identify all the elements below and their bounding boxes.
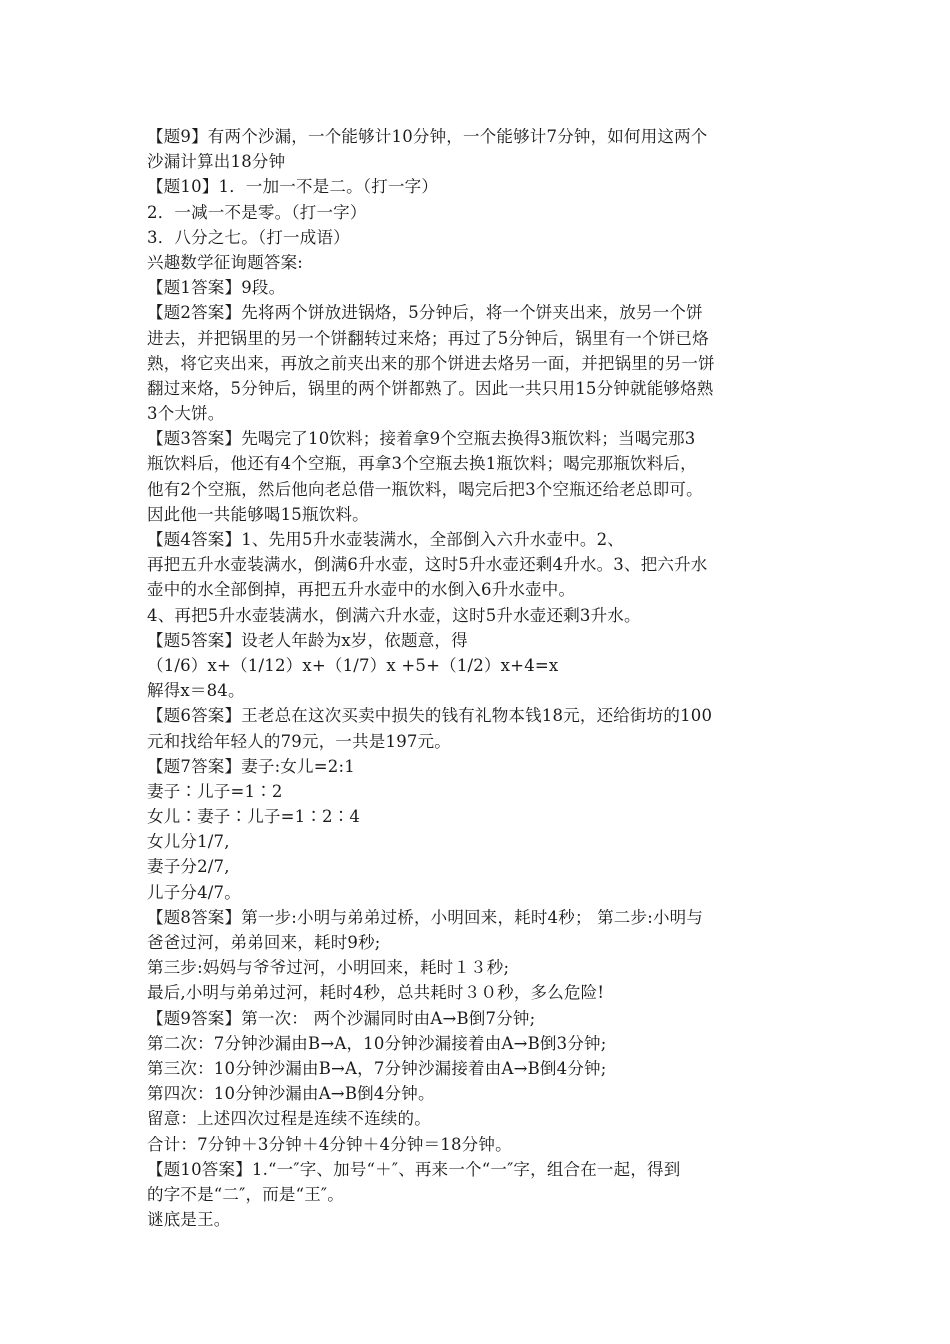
text-line: 第四次：10分钟沙漏由A→B倒4分钟。: [147, 1084, 435, 1104]
text-line: 翻过来烙，5分钟后，锅里的两个饼都熟了。因此一共只用15分钟就能够烙熟: [147, 378, 714, 398]
text-line: 第二次：7分钟沙漏由B→A，10分钟沙漏接着由A→B倒3分钟;: [147, 1033, 607, 1053]
text-line: 3．八分之七。（打一成语）: [147, 227, 350, 247]
text-line: 的字不是“二″，而是“王″。: [147, 1184, 344, 1204]
text-line: 【题10答案】1.“一″字、加号“＋″、再来一个“一″字，组合在一起，得到: [147, 1159, 681, 1179]
text-line: 爸爸过河，弟弟回来，耗时9秒;: [147, 933, 381, 952]
text-line: 女儿∶妻子∶儿子=1∶2∶4: [147, 807, 361, 827]
text-line: 妻子分2/7,: [147, 857, 230, 877]
text-line: 第三次：10分钟沙漏由B→A，7分钟沙漏接着由A→B倒4分钟;: [147, 1058, 607, 1078]
text-line: 熟，将它夹出来，再放之前夹出来的那个饼进去烙另一面，并把锅里的另一饼: [147, 353, 715, 373]
text-line: 解得x＝84。: [147, 681, 245, 701]
text-line: 【题2答案】先将两个饼放进锅烙，5分钟后，将一个饼夹出来，放另一个饼: [147, 303, 703, 323]
text-line: 3个大饼。: [147, 404, 225, 424]
text-line: 第三步:妈妈与爷爷过河，小明回来，耗时１３秒;: [147, 958, 510, 978]
text-line: 留意：上述四次过程是连续不连续的。: [147, 1109, 431, 1129]
text-line: 谜底是王。: [147, 1210, 231, 1230]
text-line: 再把五升水壶装满水，倒满6升水壶，这时5升水壶还剩4升水。3、把六升水: [147, 555, 708, 575]
document-body: [147, 124, 807, 1232]
text-line: 因此他一共能够喝15瓶饮料。: [147, 504, 369, 524]
text-line: 【题6答案】王老总在这次买卖中损失的钱有礼物本钱18元，还给街坊的100: [147, 706, 713, 726]
text-line: 【题8答案】第一步:小明与弟弟过桥，小明回来，耗时4秒； 第二步:小明与: [147, 907, 704, 927]
text-line: 【题1答案】9段。: [147, 278, 286, 298]
text-line: 壶中的水全部倒掉，再把五升水壶中的水倒入6升水壶中。: [147, 580, 576, 600]
text-line: 【题9答案】第一次： 两个沙漏同时由A→B倒7分钟;: [147, 1008, 536, 1028]
text-line: 儿子分4/7。: [147, 882, 241, 902]
text-line: （1/6）x+（1/12）x+（1/7）x +5+（1/2）x+4=x: [147, 655, 559, 675]
text-line: 妻子∶儿子=1∶2: [147, 781, 283, 801]
text-line: 【题9】有两个沙漏，一个能够计10分钟，一个能够计7分钟，如何用这两个: [147, 127, 708, 146]
text-line: 2．一减一不是零。（打一字）: [147, 202, 367, 222]
section-heading: 兴趣数学征询题答案:: [147, 252, 304, 272]
text-line: 4、再把5升水壶装满水，倒满六升水壶，这时5升水壶还剩3升水。: [147, 605, 641, 625]
text-line: 【题7答案】妻子:女儿=2:1: [147, 756, 355, 776]
text-line: 沙漏计算出18分钟: [147, 152, 286, 172]
text-line: 【题5答案】设老人年龄为x岁，依题意，得: [147, 630, 468, 650]
text-line: 他有2个空瓶，然后他向老总借一瓶饮料，喝完后把3个空瓶还给老总即可。: [147, 479, 703, 499]
text-line: 【题4答案】1、先用5升水壶装满水，全部倒入六升水壶中。2、: [147, 530, 624, 549]
text-line: 元和找给年轻人的79元，一共是197元。: [147, 731, 451, 751]
text-line: 女儿分1/7,: [147, 832, 230, 852]
text-line: 【题3答案】先喝完了10饮料；接着拿9个空瓶去换得3瓶饮料；当喝完那3: [147, 429, 696, 449]
text-line: 最后,小明与弟弟过河，耗时4秒，总共耗时３０秒，多么危险!: [147, 983, 605, 1003]
text-line: 进去，并把锅里的另一个饼翻转过来烙；再过了5分钟后，锅里有一个饼已烙: [147, 328, 709, 348]
text-line: 【题10】1．一加一不是二。（打一字）: [147, 177, 439, 197]
text-line: 合计：7分钟＋3分钟＋4分钟＋4分钟＝18分钟。: [147, 1134, 512, 1154]
text-line: 瓶饮料后，他还有4个空瓶，再拿3个空瓶去换1瓶饮料；喝完那瓶饮料后，: [147, 454, 697, 474]
